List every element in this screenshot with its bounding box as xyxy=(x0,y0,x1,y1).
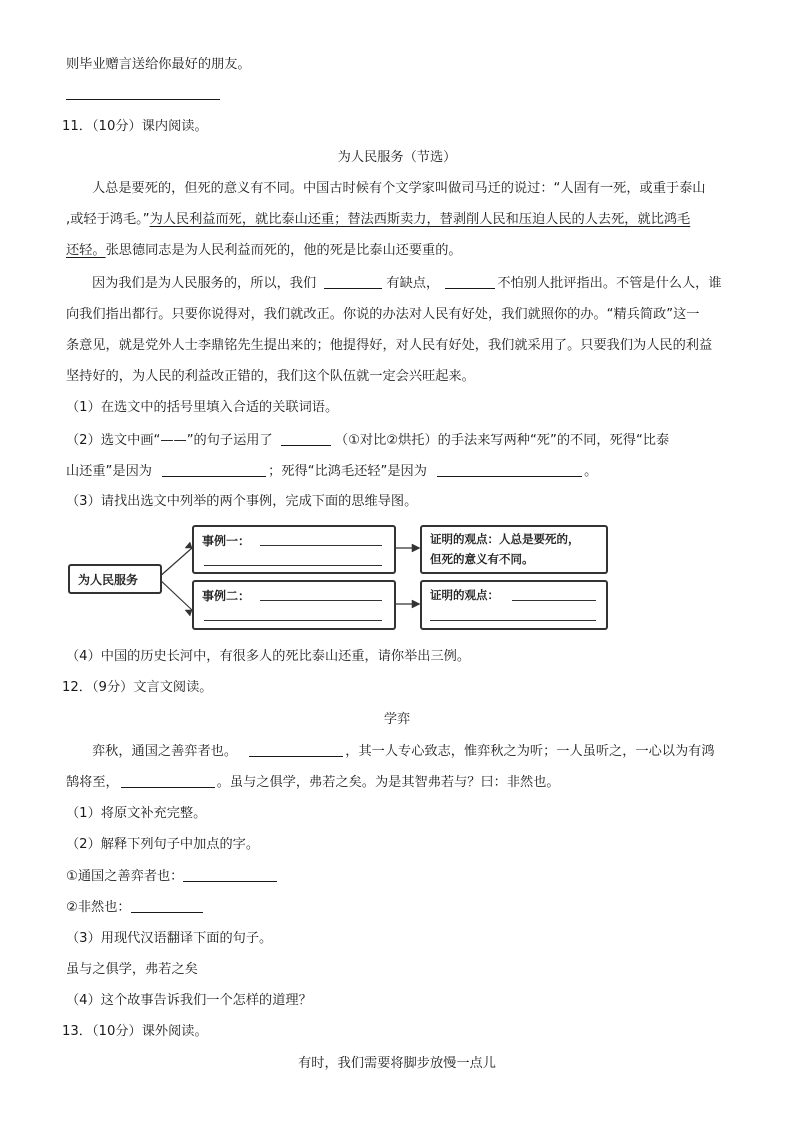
q12-blank-1[interactable] xyxy=(249,742,343,757)
q11-p2-l1b: 有缺点， xyxy=(386,276,440,291)
q12-title: 学弈 xyxy=(383,712,411,727)
viewpoint-2-line-1[interactable] xyxy=(512,600,596,601)
q11-p1-line2-a: ,或轻于鸿毛。” xyxy=(66,212,150,227)
q12-blank-4[interactable] xyxy=(131,898,203,913)
q13-title: 有时，我们需要将脚步放慢一点儿 xyxy=(298,1056,496,1071)
q12-l1a: 弈秋，通国之善弈者也。 xyxy=(92,744,238,759)
viewpoint-2-label: 证明的观点： xyxy=(430,588,499,602)
q11-p1-line1: 人总是要死的，但死的意义有不同。中国古时候有个文学家叫做司马迁的说过：“人固有一死，或重于泰山 xyxy=(92,181,706,196)
example-1-line-2[interactable] xyxy=(204,565,382,566)
q11-sub2-b: （①对比②烘托）的手法来写两种“死”的不同，死得“比泰 xyxy=(334,433,670,448)
viewpoint-1-line1: 证明的观点：人总是要死的， xyxy=(430,532,580,546)
q12-item2-label: ②非然也： xyxy=(66,900,131,915)
q11-underlined-sentence-a: 为人民利益而死，就比泰山还重；替法西斯卖力，替剥削人民和压迫人民的人去死，就比鸿毛 xyxy=(149,212,691,227)
q12-item1-label: ①通国之善弈者也： xyxy=(66,869,184,884)
q12-item1 xyxy=(66,867,277,886)
q11-p2-l1c: 不怕别人批评指出。不管是什么人，谁 xyxy=(497,276,722,291)
viewpoint-1-line2: 但死的意义有不同。 xyxy=(430,552,534,566)
intro-tail: 则毕业赠言送给你最好的朋友。 xyxy=(66,57,251,72)
q11-p2-line4: 坚持好的，为人民的利益改正错的，我们这个队伍就一定会兴旺起来。 xyxy=(66,369,475,384)
example-1-line-1[interactable] xyxy=(260,545,382,546)
viewpoint-2-box xyxy=(420,580,608,630)
q11-header: 11．（10分）课内阅读。 xyxy=(62,119,208,134)
q11-p2-l1a: 因为我们是为人民服务的，所以，我们 xyxy=(92,276,317,291)
q12-sub3: （3）用现代汉语翻译下面的句子。 xyxy=(66,931,273,946)
q11-sub1: （1）在选文中的括号里填入合适的关联词语。 xyxy=(66,400,339,415)
q11-sub3: （3）请找出选文中列举的两个事例，完成下面的思维导图。 xyxy=(66,494,418,509)
q12-line1 xyxy=(92,742,715,761)
example-1-label: 事例一： xyxy=(202,534,251,548)
q12-header: 12．（9分）文言文阅读。 xyxy=(62,680,213,695)
example-2-line-2[interactable] xyxy=(204,620,382,621)
viewpoint-1-box xyxy=(420,525,608,574)
q11-underlined-sentence-b: 还轻。 xyxy=(66,243,106,258)
q11-sub2-e: 。 xyxy=(584,464,598,479)
q11-sub2-d: ；死得“比鸿毛还轻”是因为 xyxy=(268,464,427,479)
example-1-box xyxy=(192,525,396,574)
q11-p1-line3-b: 张思德同志是为人民利益而死的，他的死是比泰山还要重的。 xyxy=(105,243,462,258)
q11-sub2-a: （2）选文中画“——”的句子运用了 xyxy=(66,433,273,448)
viewpoint-2-line-2[interactable] xyxy=(430,620,596,621)
q12-line2 xyxy=(66,773,560,792)
example-2-box xyxy=(192,580,396,630)
q12-sub4: （4）这个故事告诉我们一个怎样的道理？ xyxy=(66,993,312,1008)
q11-title: 为人民服务（节选） xyxy=(337,150,457,165)
q12-l2b: 。虽与之俱学，弗若之矣。为是其智弗若与？曰：非然也。 xyxy=(216,775,560,790)
q11-sub2-c: 山还重”是因为 xyxy=(66,464,152,479)
mind-map-root-label: 为人民服务 xyxy=(78,573,139,587)
q12-item2 xyxy=(66,898,203,917)
q12-sub2: （2）解释下列句子中加点的字。 xyxy=(66,837,260,852)
q11-p2-line3: 条意见，就是党外人士李鼎铭先生提出来的；他提得好，对人民有好处，我们就采用了。只要我们为人民的利益 xyxy=(66,338,713,353)
q12-blank-2[interactable] xyxy=(121,773,215,788)
example-2-label: 事例二： xyxy=(202,589,251,603)
q11-sub4: （4）中国的历史长河中，有很多人的死比泰山还重，请你举出三例。 xyxy=(66,649,471,664)
mind-map-root xyxy=(68,564,162,594)
q12-l2a: 鹄将至， xyxy=(66,775,119,790)
example-2-line-1[interactable] xyxy=(260,600,382,601)
q12-blank-3[interactable] xyxy=(183,867,277,882)
q12-l1b: ，其一人专心致志，惟弈秋之为听；一人虽听之，一心以为有鸿 xyxy=(345,744,715,759)
q11-p2-line2: 向我们指出都行。只要你说得对，我们就改正。你说的办法对人民有好处，我们就照你的办。“精兵简政”这一 xyxy=(66,307,700,322)
q12-sub1: （1）将原文补充完整。 xyxy=(66,806,207,821)
q13-header: 13．（10分）课外阅读。 xyxy=(62,1024,208,1039)
q12-sentence: 虽与之俱学，弗若之矣 xyxy=(66,962,198,977)
